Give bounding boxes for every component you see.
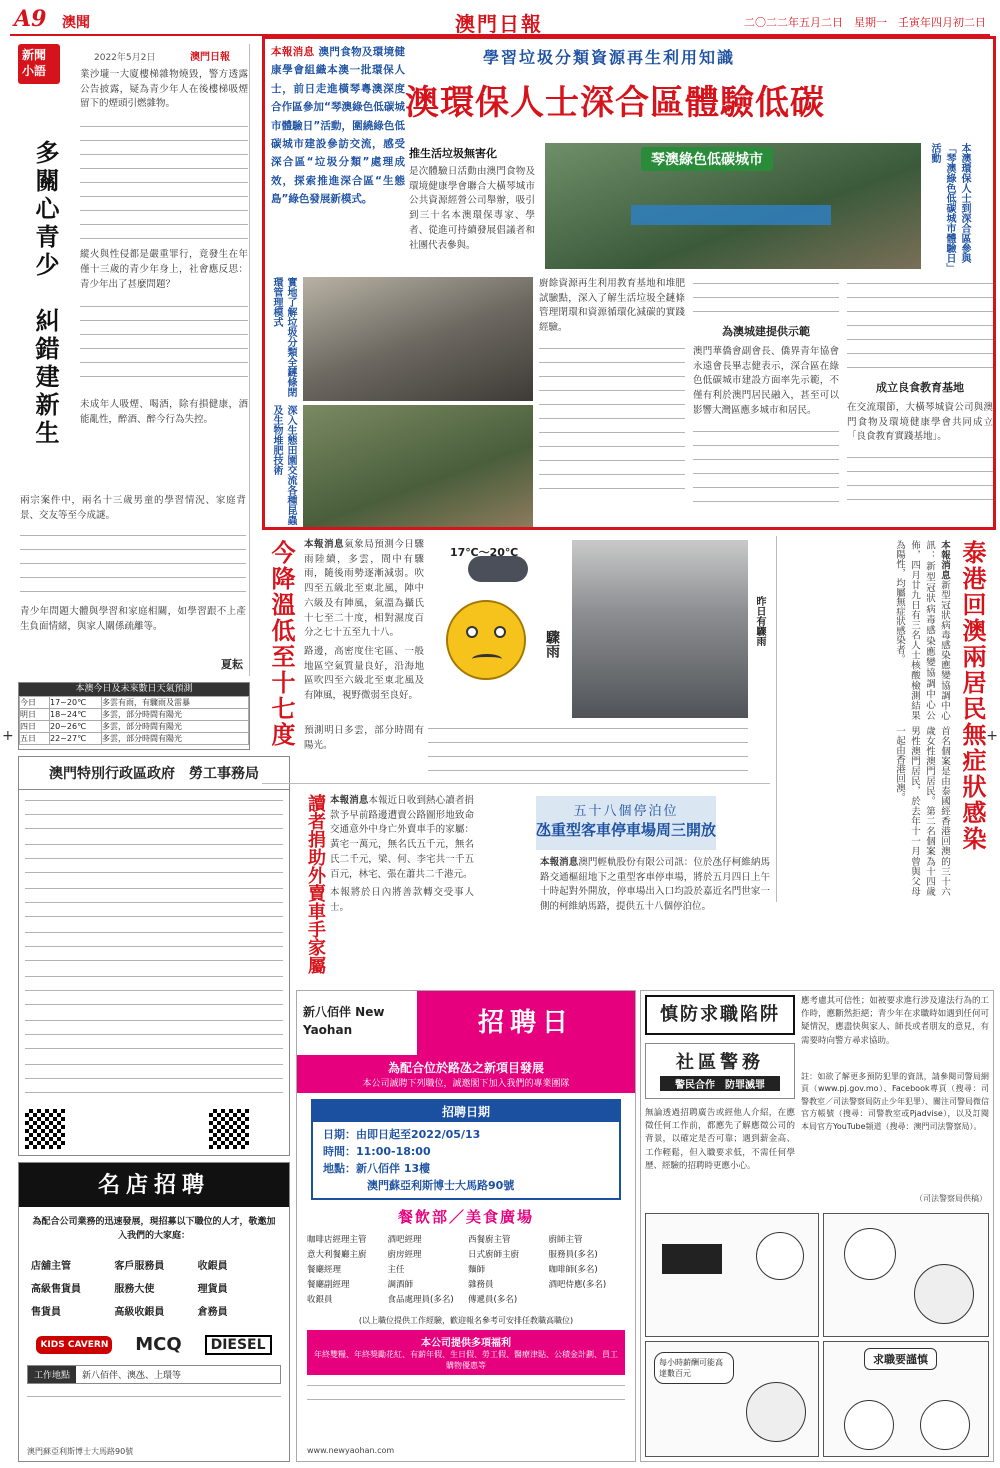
job-item: 傳遞員(多名): [468, 1295, 518, 1305]
comic-text-1: 每小時薪酬可能高達數百元: [654, 1352, 734, 1384]
feature-text-block: [693, 425, 839, 515]
comic-panel-1: [645, 1213, 819, 1337]
police-title: 慎防求職陷阱: [645, 995, 795, 1035]
comic-panel-2: [823, 1213, 989, 1337]
table-row: 明日 18~24℃ 多雲，部分時間有陽光: [20, 709, 249, 721]
column-date: 2022年5月2日: [94, 53, 156, 63]
feature-col-2: [539, 277, 685, 492]
position-item: 服務大使: [114, 1284, 155, 1295]
hk-case-story: [776, 536, 994, 902]
labour-notice: [18, 756, 290, 1156]
feature-col-3: [693, 277, 839, 515]
position-item: 售貨員: [31, 1307, 61, 1318]
column-para-1: 業沙壠一大廈樓梯雜物燒毀，警方透露公告披露，疑為青少年人在後樓梯吸煙留下的煙頭引燃雜物。: [80, 69, 248, 110]
weather-table-grid: [19, 696, 249, 745]
position-item: 客戶服務員: [114, 1261, 165, 1272]
yaohan-brand: 新八佰伴 New Yaohan: [303, 1005, 385, 1037]
position-item: 收銀員: [197, 1261, 228, 1272]
job-item: 調酒師: [387, 1280, 414, 1290]
mingdian-subtitle: 為配合公司業務的迅速發展，現招募以下職位的人才，敬邀加入我們的大家庭：: [32, 1217, 276, 1241]
column-para-5: 青少年問題大體與學習和家庭相關，如學習跟不上產生負面情緒，與家人關係疏離等。: [20, 606, 246, 633]
feature-lead: [271, 43, 405, 271]
column-headline: 多關心青少 糾錯建新生: [31, 140, 60, 448]
feature-body-3: 澳門華僑會副會長、僑界青年協會永遠會長畢志健表示，深合區在綠色低碳城市建設方面率先示範，不僅有利於澳門居民融入，甚至可以影響大灣區應多城市和居民。: [693, 346, 839, 416]
parking-story: [480, 790, 772, 976]
hk-case-body-1: 本報消息新型冠狀病毒感染應變協調中心訊：新型冠狀病毒感染應變協調中心公佈，四月廿九日有三名人士核酸檢測結果為陽性，均屬無症狀感染者。: [894, 540, 950, 721]
parking-subtitle: 五十八個停泊位: [573, 804, 679, 819]
yaohan-banner-1: 為配合位於路氹之新項目發展: [387, 1061, 544, 1075]
labour-entry: [25, 1014, 283, 1054]
mingdian-ad: [18, 1162, 290, 1462]
position-item: 高級售貨員: [31, 1284, 81, 1295]
page-date: 二〇二二年五月二日 星期一 壬寅年四月初二日: [744, 16, 986, 29]
column-author: 夏耘: [221, 658, 243, 671]
labour-entry: [25, 970, 283, 1010]
donation-footer: 本報將於日內將善款轉交受事人士。: [330, 887, 474, 914]
police-community: [645, 1043, 795, 1099]
left-photo-caption-2: 深入生態田園交流各種昆蟲及生物堆肥技術: [271, 405, 296, 525]
hk-case-headline: 泰港回澳兩居民無症狀感染: [958, 540, 987, 852]
weather-text-block: [428, 722, 748, 778]
donation-kicker: 本報消息: [330, 795, 369, 806]
weather-body-3: 預測明日多雲，部分時間有陽光。: [304, 725, 424, 751]
yaohan-footer: www.newyaohan.com: [307, 1446, 395, 1455]
labour-notice-list: [19, 790, 289, 1106]
job-item: 咖啡店經理主管: [307, 1235, 367, 1245]
labour-entry: [25, 794, 283, 834]
feature-text-block: [847, 277, 993, 373]
column-body-lower: [20, 494, 246, 635]
weather-tag: 驟雨: [544, 630, 560, 658]
position-item: 倉務員: [197, 1307, 228, 1318]
labour-entry: [25, 838, 283, 878]
parking-kicker: 本報消息: [540, 857, 579, 868]
weather-body-col1: [304, 538, 424, 704]
photo-banner: 琴澳綠色低碳城市: [641, 147, 773, 171]
labour-entry: [25, 1058, 283, 1098]
comic-text-2: 求職要謹慎: [864, 1348, 937, 1370]
mingdian-positions: [19, 1251, 289, 1324]
feature-body-1: 是次體驗日活動由澳門食物及環境健康學會聯合大橫琴城市公共資源經營公司舉辦，吸引到三十名本澳環保專家、學者、從進可持續發展倡議者和社團代表參與。: [409, 166, 535, 251]
job-item: 主任: [387, 1265, 405, 1275]
job-item: 日式廚師主廚: [468, 1250, 520, 1260]
position-item: 店舖主管: [31, 1261, 71, 1272]
qr-code-icon: [209, 1109, 249, 1149]
yaohan-section: 餐飲部／美食廣場: [397, 1208, 534, 1226]
yaohan-place-2: 澳門蘇亞利斯博士大馬路90號: [367, 1179, 515, 1192]
job-item: 食品處理員(多名): [387, 1295, 454, 1305]
feature-body-4: 在交流環節，大橫琴城資公司與澳門食物及環境健康學會共同成立「良食教育實踐基地」。: [847, 402, 993, 443]
donation-story: [300, 790, 476, 976]
feature-box: [262, 36, 996, 530]
sad-face-icon: [446, 600, 526, 680]
mingdian-title: 名店招聘: [19, 1163, 289, 1207]
brand-logo-diesel: DIESEL: [205, 1335, 272, 1355]
feature-subtitle: 學習垃圾分類資源再生利用知識: [483, 48, 736, 67]
police-tip: 註：如欲了解更多預防犯罪的資訊，請參閱司警局網頁（www.pj.gov.mo）、Facebook專頁（搜尋：司警教室／司法警察局防止少年犯罪）、關注司警局微信官方帳號（搜尋：司警教室或Pjadvise），以及訂閱本局官方YouTube頻道（搜尋：澳門司法警察局）。: [801, 1072, 989, 1131]
column-para-3: 未成年人吸煙、喝酒，除有損健康，酒能亂性，醉酒、醉今行為失控。: [80, 399, 248, 426]
feature-photo-caption: 本澳環保人士到深合區參與「琴澳綠色低碳城市體驗日」活動: [929, 143, 970, 273]
rain-street-photo: [572, 540, 748, 718]
temp-range: 17℃～20℃: [450, 546, 519, 559]
yaohan-time: 時間：11:00-18:00: [323, 1145, 431, 1158]
job-item: 意大利餐廳主廚: [307, 1250, 367, 1260]
yaohan-title: 招聘日: [417, 991, 635, 1055]
left-photo-2: [303, 405, 533, 527]
police-body-2: 應考慮其可信性；如被要求進行涉及違法行為的工作時，應斷然拒絕；青少年在求職時如遇到任何可疑情況，應盡快與家人、師長或者朋友的意見，有需要時向警方尋求協助。: [801, 996, 989, 1046]
brand-row: [19, 1324, 289, 1365]
feature-kicker: 本報消息: [271, 46, 315, 58]
yaohan-ad: [296, 990, 636, 1462]
yaohan-benefits: [307, 1330, 625, 1375]
crop-mark-right: +: [986, 728, 998, 744]
police-subtitle: 社區警務: [676, 1052, 764, 1073]
feature-text-block: [847, 451, 993, 511]
qr-code-icon: [25, 1109, 65, 1149]
yaohan-job-grid: [297, 1231, 635, 1307]
table-row: 四日 20~26℃ 多雲，部分時間有陽光: [20, 721, 249, 733]
column-text-block-a: [80, 120, 248, 240]
yaohan-benefits-text: 年終雙糧、年終獎勵花紅、有薪年假、生日假、勞工假、醫療津貼、公積金計劃、員工購物優惠等: [314, 1350, 618, 1370]
weather-body-2: 路邊，高密度住宅區、一般地區空氣質量良好，沿海地區吹四至六級北至東北風及有陣風，視野微弱至良好。: [304, 646, 424, 702]
position-item: 理貨員: [197, 1284, 228, 1295]
parking-body: 本報消息澳門輕軌股份有限公司訊：位於氹仔柯維納馬路交通樞紐地下之重型客車停車場，將於五月四日上午十時起對外開放，停車場出入口均設於嘉近名門世家一側的柯維納馬路，提供五十八個停泊位。: [540, 857, 770, 913]
brand-logo-mcq: MCQ: [135, 1334, 182, 1355]
labour-notice-title: 澳門特別行政區政府 勞工事務局: [19, 757, 289, 790]
donation-body: 本報消息本報近日收到熱心讀者捐款予早前路邊遭賣公路圖形地致命交通意外中身亡外賣車手的家屬：黃宅一萬元，無名氏五千元，無名氏二千元，梁、何、李宅共一千五百元，林宅、張在蕭共二千港元。 本報將於日內將善款轉交受事人士。: [330, 794, 474, 916]
job-item: 麵師: [468, 1265, 486, 1275]
table-row: 今日 17~20℃ 多雲有雨，有驟雨及雷暴: [20, 697, 249, 709]
yaohan-fineprint: [307, 1379, 625, 1405]
yaohan-banner: [297, 1055, 635, 1093]
feature-text-block: [539, 342, 685, 492]
labour-entry: [25, 882, 283, 922]
police-psa: [640, 990, 994, 1462]
parking-header: [536, 796, 716, 850]
masthead: 澳門日報: [455, 12, 543, 36]
job-item: 酒吧經理: [387, 1235, 422, 1245]
weather-story: [262, 536, 770, 784]
feature-sub1: 推生活垃圾無害化: [409, 147, 497, 160]
yaohan-date-title: 招聘日期: [313, 1101, 619, 1122]
left-photo-caption-1: 實地了解垃圾分類全鏈條閉環管理模式: [271, 277, 296, 397]
job-item: 雜務員: [468, 1280, 494, 1290]
table-row: 五日 22~27℃ 多雲，部分時間有陽光: [20, 733, 249, 745]
donation-headline: 讀者捐助外賣車手家屬: [305, 794, 326, 974]
job-item: 廚師主管: [548, 1235, 583, 1245]
crop-mark-left: +: [2, 728, 14, 744]
yaohan-date: 日期：由即日起至2022/05/13: [323, 1128, 481, 1141]
labour-entry: [25, 926, 283, 966]
brand-logo-kids: KIDS CAVERN: [36, 1336, 112, 1354]
feature-text-block: [693, 277, 839, 317]
column-left: [18, 44, 250, 676]
feature-group-photo: [545, 143, 921, 269]
column-para-2: 縱火與性侵都是嚴重罪行，竟發生在年僅十三歲的青少年身上，社會應反思：青少年出了甚麼問題？: [80, 249, 248, 290]
parking-headline: 氹重型客車停車場周三開放: [536, 821, 717, 839]
comic-panel-4: [823, 1341, 989, 1457]
column-paper: 澳門日報: [190, 52, 230, 63]
page-number: A9: [14, 6, 47, 32]
left-photo-1: [303, 277, 533, 401]
weather-table: [18, 682, 250, 750]
hk-case-kicker: 本報消息: [939, 540, 950, 581]
mingdian-fineprint: [27, 1390, 281, 1410]
mingdian-footer: 澳門蘇亞利斯博士大馬路90號: [27, 1447, 134, 1456]
job-item: 餐廳經理: [307, 1265, 342, 1275]
weather-body-col2: [304, 724, 424, 753]
yaohan-banner-2: 本公司誠聘下列職位，誠邀閣下加入我們的專業團隊: [362, 1079, 570, 1089]
yaohan-top: [297, 991, 635, 1055]
job-item: 西餐廚主管: [468, 1235, 511, 1245]
photo-banner-lower: [631, 205, 831, 225]
comic-panel-3: [645, 1341, 819, 1457]
yaohan-note: (以上職位提供工作經驗，歡迎報名參考可安排任教職高職位): [358, 1316, 574, 1325]
feature-headline: 澳環保人士深合區體驗低碳: [405, 83, 825, 123]
yaohan-place-1: 地點：新八佰伴 13樓: [323, 1162, 431, 1175]
weather-table-title: 本澳今日及未來數日天氣預測: [19, 683, 249, 696]
mingdian-workplace: 工作地點 新八佰伴、澳氹、上環等: [27, 1365, 281, 1384]
section-label: 澳聞: [62, 15, 90, 31]
column-body: [80, 68, 248, 436]
weather-headline: 今降溫低至十七度: [267, 540, 296, 748]
hk-case-body-2: 首名個案是由泰國經香港回澳的三十六歲女性澳門居民。第二名個案為十四歲男性澳門居民，於去年十一月曾與父母一起由香港回澳。: [894, 726, 950, 896]
feature-lead-text: 澳門食物及環境健康學會組織本澳一批環保人士，前日走進橫琴粵澳深度合作區參加“琴澳綠色低碳城市體驗日”活動，圍繞綠色低碳城市建設參訪交流，感受深合區“垃圾分類”處理成效，探索推進深合區“生態島”綠色發展新模式。: [271, 46, 406, 205]
feature-body-2: 廚餘資源再生利用教育基地和堆肥試驗點，深入了解生活垃圾全鏈條管理閉環和資源循環化減碳的實踐經驗。: [539, 278, 685, 334]
column-para-4: 兩宗案件中，兩名十三歲男童的學習情況、家庭背景、交友等至今成謎。: [20, 495, 246, 521]
weather-illustration: [428, 540, 568, 714]
job-item: 廚房經理: [387, 1250, 422, 1260]
weather-photo-caption: 昨日有驟雨: [754, 596, 765, 646]
feature-sub2: 為澳城建提供示範: [722, 325, 810, 338]
yaohan-date-box: [311, 1099, 621, 1200]
job-item: 收銀員: [307, 1295, 333, 1305]
feature-col-4: [847, 277, 993, 511]
column-text-block-b: [80, 300, 248, 390]
job-item: 餐廳副經理: [307, 1280, 350, 1290]
position-item: 高級收銀員: [114, 1307, 165, 1318]
police-body: 無論透過招聘廣告或經他人介紹，在應徵任何工作前，都應先了解應徵公司的背景，以確定是否可靠；遇到薪金高、工作輕鬆，但入職要求低，不需任何學歷、經驗的招聘時更應小心。: [645, 1108, 795, 1171]
job-item: 服務員(多名): [548, 1250, 598, 1260]
yaohan-benefits-title: 本公司提供多項福利: [421, 1338, 511, 1349]
feature-sub3: 成立良食教育基地: [876, 381, 964, 394]
column-text-block-c: [20, 529, 246, 599]
job-item: 酒吧侍應(多名): [548, 1280, 607, 1290]
police-credit: （司法警察局供稿）: [915, 1194, 987, 1203]
job-item: 咖啡師(多名): [548, 1265, 598, 1275]
weather-kicker: 本報消息: [304, 539, 345, 550]
police-slogan: 警民合作 防罪滅罪: [660, 1076, 780, 1091]
page-header: [10, 6, 990, 36]
weather-body-1: 氣象局預測今日驟雨陸續，多雲，間中有驟雨，隨後雨勢逐漸減弱。吹四至五級北至東北風，陣中六級及有陣風，氣溫為攝氏十七至二十度，相對濕度百分之七十五至九十八。: [304, 539, 424, 639]
column-tag: 新聞小語: [18, 44, 60, 84]
